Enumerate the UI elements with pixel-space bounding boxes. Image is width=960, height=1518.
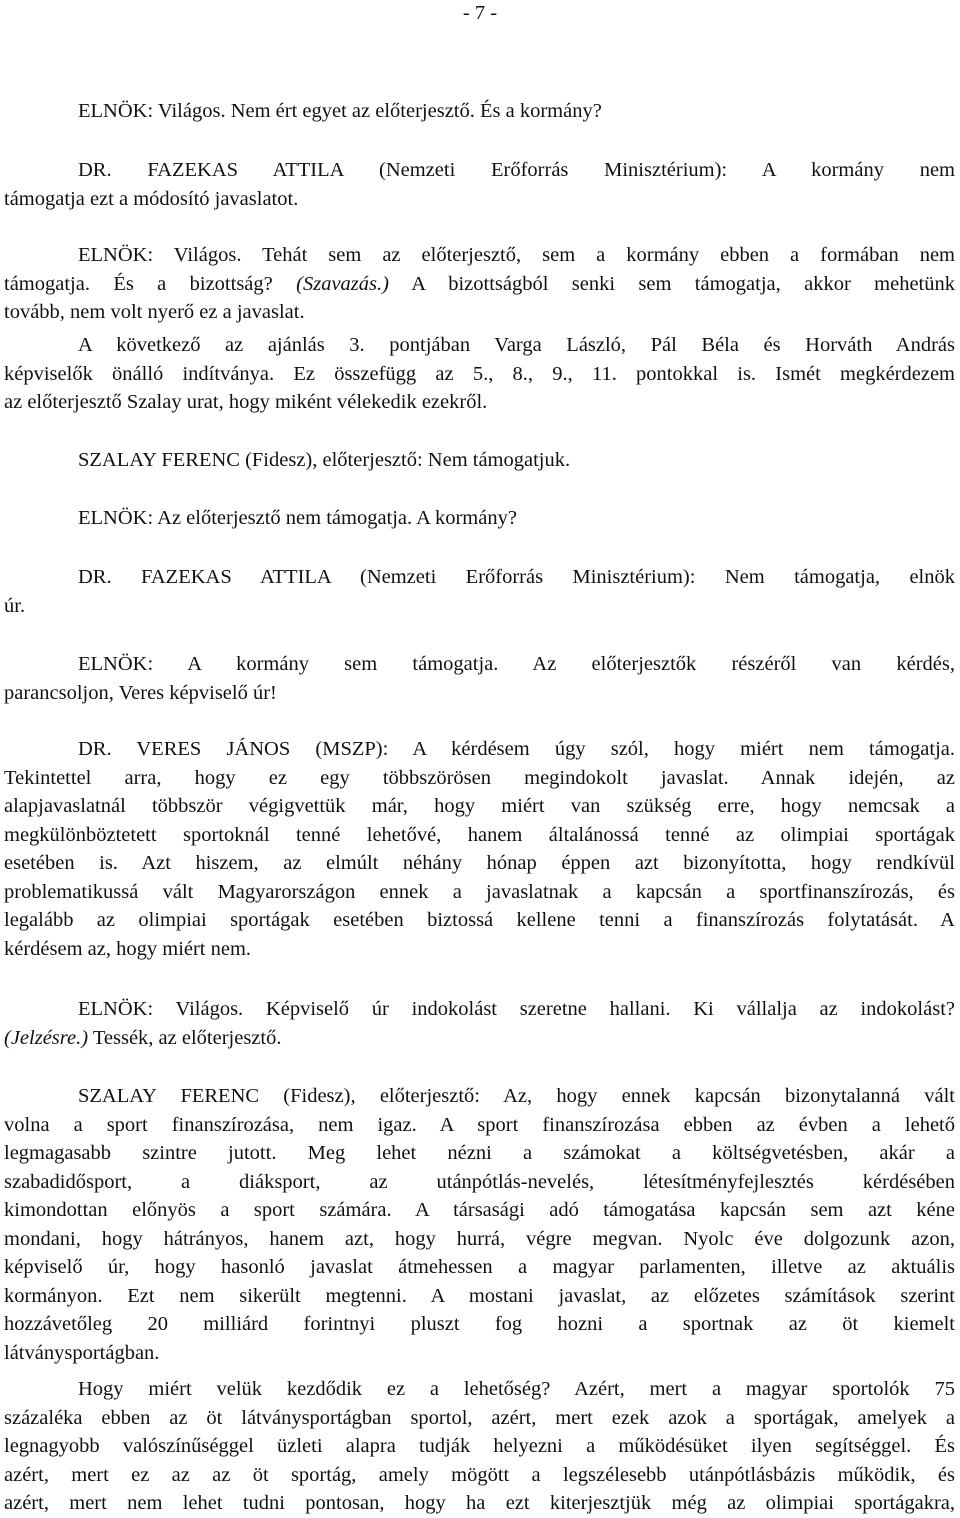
- paragraph-elnok-6: [4, 995, 955, 1052]
- text-run: A bizottságból senki sem támogatja, akkor mehetünk: [411, 272, 956, 295]
- text-line: megkülönböztetett sportoknál tenné lehetővé, hanem általánossá tenné az olimpiai sportágak: [4, 823, 955, 846]
- text-line: az előterjesztő Szalay urat, hogy miként vélekedik ezekről.: [4, 391, 488, 413]
- text-run: támogatja. És a bizottság?: [4, 272, 273, 295]
- paragraph-elnok-4: ELNÖK: Az előterjesztő nem támogatja. A kormány?: [78, 507, 517, 529]
- text-line: úr.: [4, 594, 26, 617]
- text-line: A következő az ajánlás 3. pontjában Varga László, Pál Béla és Horváth András: [78, 334, 955, 356]
- text-line: legmagasabb szintre jutott. Meg lehet nézni a számokat a költségvetésben, akár a: [4, 1142, 955, 1164]
- text-line: legalább az olimpiai sportágak esetében biztossá kellene tenni a finanszírozás folytatását. A: [4, 909, 955, 931]
- text-line: látványsportágban.: [4, 1341, 160, 1364]
- paragraph-elnok-2: [4, 241, 955, 327]
- text-line: ELNÖK: Világos. Tehát sem az előterjesztő, sem a kormány ebben a formában nem: [78, 244, 955, 266]
- paragraph-elnok-1: ELNÖK: Világos. Nem ért egyet az előterjesztő. És a kormány?: [78, 100, 602, 122]
- text-run: Tessék, az előterjesztő.: [92, 1026, 282, 1049]
- text-line: kimondottan előnyös a sport számára. A társasági adó támogatása kapcsán sem azt kéne: [4, 1199, 955, 1221]
- text-line: azért, mert ez az az öt sportág, amely mögött a legszélesebb utánpótlásbázis működik, és: [4, 1463, 955, 1486]
- text-line: legnagyobb valószínűséggel üzleti alapra tudják helyezni a működésüket ilyen segítséggel. És: [4, 1435, 955, 1457]
- text-line: azért, mert nem lehet tudni pontosan, hogy ha ezt kiterjesztjük még az olimpiai sportágakra,: [4, 1492, 955, 1514]
- text-line: [4, 1024, 955, 1053]
- text-line: DR. VERES JÁNOS (MSZP): A kérdésem úgy szól, hogy miért nem támogatja.: [78, 738, 955, 760]
- paragraph-szalay-2: [4, 1082, 955, 1367]
- text-line: kérdésem az, hogy miért nem.: [4, 937, 252, 960]
- stage-direction: (Jelzésre.): [4, 1026, 89, 1049]
- text-line: hozzávetőleg 20 milliárd forintnyi pluszt fog hozni a sportnak az öt kiemelt: [4, 1313, 955, 1335]
- text-line: DR. FAZEKAS ATTILA (Nemzeti Erőforrás Minisztérium): Nem támogatja, elnök: [78, 566, 955, 588]
- text-line: alapjavaslatnál többször végigvettük már, hogy miért van szükség erre, hogy nemcsak a: [4, 795, 955, 817]
- text-line: ELNÖK: Világos. Képviselő úr indokolást szeretne hallani. Ki vállalja az indokolást?: [78, 998, 955, 1020]
- text-line: SZALAY FERENC (Fidesz), előterjesztő: Az, hogy ennek kapcsán bizonytalanná vált: [78, 1085, 955, 1107]
- paragraph-szalay-1: SZALAY FERENC (Fidesz), előterjesztő: Nem támogatjuk.: [78, 449, 571, 471]
- paragraph-veres-1: [4, 735, 955, 963]
- paragraph-elnok-5: [4, 650, 955, 707]
- text-line: támogatja ezt a módosító javaslatot.: [4, 187, 299, 210]
- text-line: szabadidősport, a diáksport, az utánpótlás-nevelés, létesítményfejlesztés kérdésében: [4, 1170, 955, 1193]
- paragraph-szalay-3: [4, 1375, 955, 1518]
- text-line: DR. FAZEKAS ATTILA (Nemzeti Erőforrás Minisztérium): A kormány nem: [78, 159, 955, 181]
- text-line: tovább, nem volt nyerő ez a javaslat.: [4, 301, 305, 323]
- text-line: problematikussá vált Magyarországon ennek a javaslatnak a kapcsán a sportfinanszírozás, és: [4, 880, 955, 903]
- stage-direction: (Szavazás.): [296, 272, 389, 295]
- page-number: - 7 -: [462, 2, 498, 24]
- text-line: Tekintettel arra, hogy ez egy többszörösen megindokolt javaslat. Annak idején, az: [4, 766, 955, 789]
- text-line: százaléka ebben az öt látványsportágban sportol, azért, mert ezek azok a sportágak, amelyek a: [4, 1406, 955, 1429]
- text-line: képviselő úr, hogy hasonló javaslat átmehessen a magyar parlamenten, illetve az aktuális: [4, 1256, 955, 1278]
- text-line: Hogy miért velük kezdődik ez a lehetőség? Azért, mert a magyar sportolók 75: [78, 1378, 955, 1400]
- text-line: mondani, hogy hátrányos, hanem azt, hogy hurrá, végre megvan. Nyolc éve dolgozunk azon,: [4, 1227, 955, 1250]
- text-line: kormányon. Ezt nem sikerült megtenni. A mostani javaslat, az előzetes számítások szerint: [4, 1284, 955, 1307]
- text-line: volna a sport finanszírozása, nem igaz. A sport finanszírozása ebben az évben a lehető: [4, 1113, 955, 1136]
- text-line: [4, 270, 955, 299]
- text-line: esetében is. Azt hiszem, az elmúlt néhány hónap éppen azt bizonyította, hogy rendkívül: [4, 852, 955, 874]
- text-line: képviselők önálló indítványa. Ez összefügg az 5., 8., 9., 11. pontokkal is. Ismét megkérdezem: [4, 362, 955, 385]
- paragraph-fazekas-1: [4, 156, 955, 213]
- paragraph-elnok-3: [4, 331, 955, 417]
- paragraph-fazekas-2: [4, 563, 955, 620]
- text-line: ELNÖK: A kormány sem támogatja. Az előterjesztők részéről van kérdés,: [78, 653, 955, 675]
- text-line: parancsoljon, Veres képviselő úr!: [4, 681, 277, 704]
